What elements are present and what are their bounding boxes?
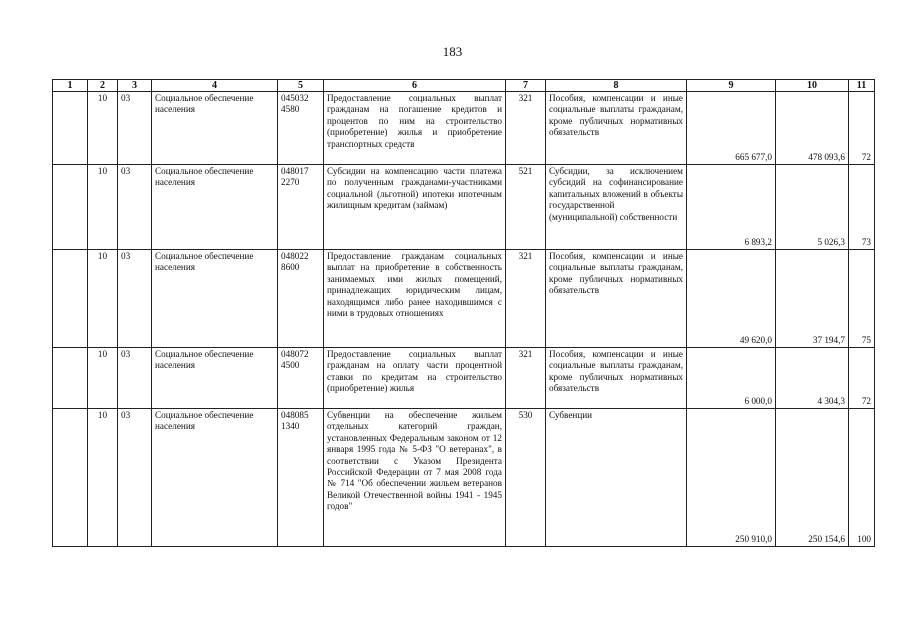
cell-percent: 72 — [849, 348, 875, 409]
table-row — [53, 165, 875, 250]
cell-description: Предоставление социальных выплат гражданам на оплату части процентной ставки по кредитам на строительство (приобретение) жилья — [324, 348, 506, 409]
cell-1 — [53, 165, 88, 250]
cell-subsection: 03 — [118, 348, 152, 409]
cell-description: Предоставление гражданам социальных выплат на приобретение в собственность занимаемых ими жилых помещений, принадлежащих юридическим лицам, находящимся либо ранее находившимся с ними в трудовых отношениях — [324, 250, 506, 348]
cell-section: 10 — [88, 250, 118, 348]
cell-section: 10 — [88, 165, 118, 250]
cell-1 — [53, 348, 88, 409]
cell-amount-actual: 37 194,7 — [776, 250, 849, 348]
cell-expense-type: Пособия, компенсации и иные социальные выплаты гражданам, кроме публичных нормативных обязательств — [546, 348, 687, 409]
column-header: 5 — [278, 80, 324, 92]
column-header: 2 — [88, 80, 118, 92]
budget-table — [52, 79, 875, 547]
column-header: 7 — [506, 80, 546, 92]
column-header: 9 — [687, 80, 776, 92]
column-header: 1 — [53, 80, 88, 92]
cell-expense-code: 321 — [506, 348, 546, 409]
cell-description: Субвенции на обеспечение жильем отдельных категорий граждан, установленных Федеральным законом от 12 января 1995 года № 5-ФЗ "О ветеранах", в соответствии с Указом Президента Российской Федерации от 7 мая 2008 года № 714 "Об обеспечении жильем ветеранов Великой Отечественной войны 1941 - 1945 годов" — [324, 409, 506, 547]
cell-1 — [53, 409, 88, 547]
column-header: 8 — [546, 80, 687, 92]
cell-section-name: Социальное обеспечение населения — [152, 250, 278, 348]
cell-description: Предоставление социальных выплат гражданам на погашение кредитов и процентов по ним на строительство (приобретение) жилья и приобретение транспортных средств — [324, 92, 506, 165]
table-row — [53, 409, 875, 547]
column-header: 4 — [152, 80, 278, 92]
cell-target-code: 045032 4580 — [278, 92, 324, 165]
cell-expense-code: 530 — [506, 409, 546, 547]
cell-subsection: 03 — [118, 92, 152, 165]
page-number: 183 — [442, 44, 463, 59]
cell-section-name: Социальное обеспечение населения — [152, 409, 278, 547]
cell-target-code: 048022 8600 — [278, 250, 324, 348]
cell-amount-plan: 665 677,0 — [687, 92, 776, 165]
cell-percent: 73 — [849, 165, 875, 250]
cell-section: 10 — [88, 409, 118, 547]
cell-percent: 100 — [849, 409, 875, 547]
cell-section-name: Социальное обеспечение населения — [152, 92, 278, 165]
cell-amount-actual: 5 026,3 — [776, 165, 849, 250]
cell-target-code: 048085 1340 — [278, 409, 324, 547]
cell-amount-plan: 6 000,0 — [687, 348, 776, 409]
cell-target-code: 048017 2270 — [278, 165, 324, 250]
cell-target-code: 048072 4500 — [278, 348, 324, 409]
cell-section: 10 — [88, 348, 118, 409]
cell-amount-plan: 250 910,0 — [687, 409, 776, 547]
table-row — [53, 250, 875, 348]
cell-subsection: 03 — [118, 250, 152, 348]
column-header: 11 — [849, 80, 875, 92]
column-header: 3 — [118, 80, 152, 92]
cell-expense-type: Субвенции — [546, 409, 687, 547]
cell-expense-type: Субсидии, за исключением субсидий на софинансирование капитальных вложений в объекты государственной (муниципальной) собственности — [546, 165, 687, 250]
table-row — [53, 92, 875, 165]
cell-percent: 75 — [849, 250, 875, 348]
cell-amount-actual: 4 304,3 — [776, 348, 849, 409]
cell-amount-plan: 49 620,0 — [687, 250, 776, 348]
cell-1 — [53, 92, 88, 165]
cell-amount-actual: 478 093,6 — [776, 92, 849, 165]
cell-section-name: Социальное обеспечение населения — [152, 165, 278, 250]
cell-1 — [53, 250, 88, 348]
cell-expense-code: 321 — [506, 92, 546, 165]
cell-expense-code: 321 — [506, 250, 546, 348]
cell-section: 10 — [88, 92, 118, 165]
cell-expense-type: Пособия, компенсации и иные социальные выплаты гражданам, кроме публичных нормативных обязательств — [546, 92, 687, 165]
cell-subsection: 03 — [118, 165, 152, 250]
cell-description: Субсидии на компенсацию части платежа по полученным гражданами-участниками социальной (льготной) ипотеки ипотечным жилищным кредитам (займам) — [324, 165, 506, 250]
cell-expense-type: Пособия, компенсации и иные социальные выплаты гражданам, кроме публичных нормативных обязательств — [546, 250, 687, 348]
cell-section-name: Социальное обеспечение населения — [152, 348, 278, 409]
cell-subsection: 03 — [118, 409, 152, 547]
column-header: 10 — [776, 80, 849, 92]
cell-amount-actual: 250 154,6 — [776, 409, 849, 547]
column-number-row — [53, 80, 875, 92]
cell-expense-code: 521 — [506, 165, 546, 250]
cell-amount-plan: 6 893,2 — [687, 165, 776, 250]
cell-percent: 72 — [849, 92, 875, 165]
table-row — [53, 348, 875, 409]
column-header: 6 — [324, 80, 506, 92]
